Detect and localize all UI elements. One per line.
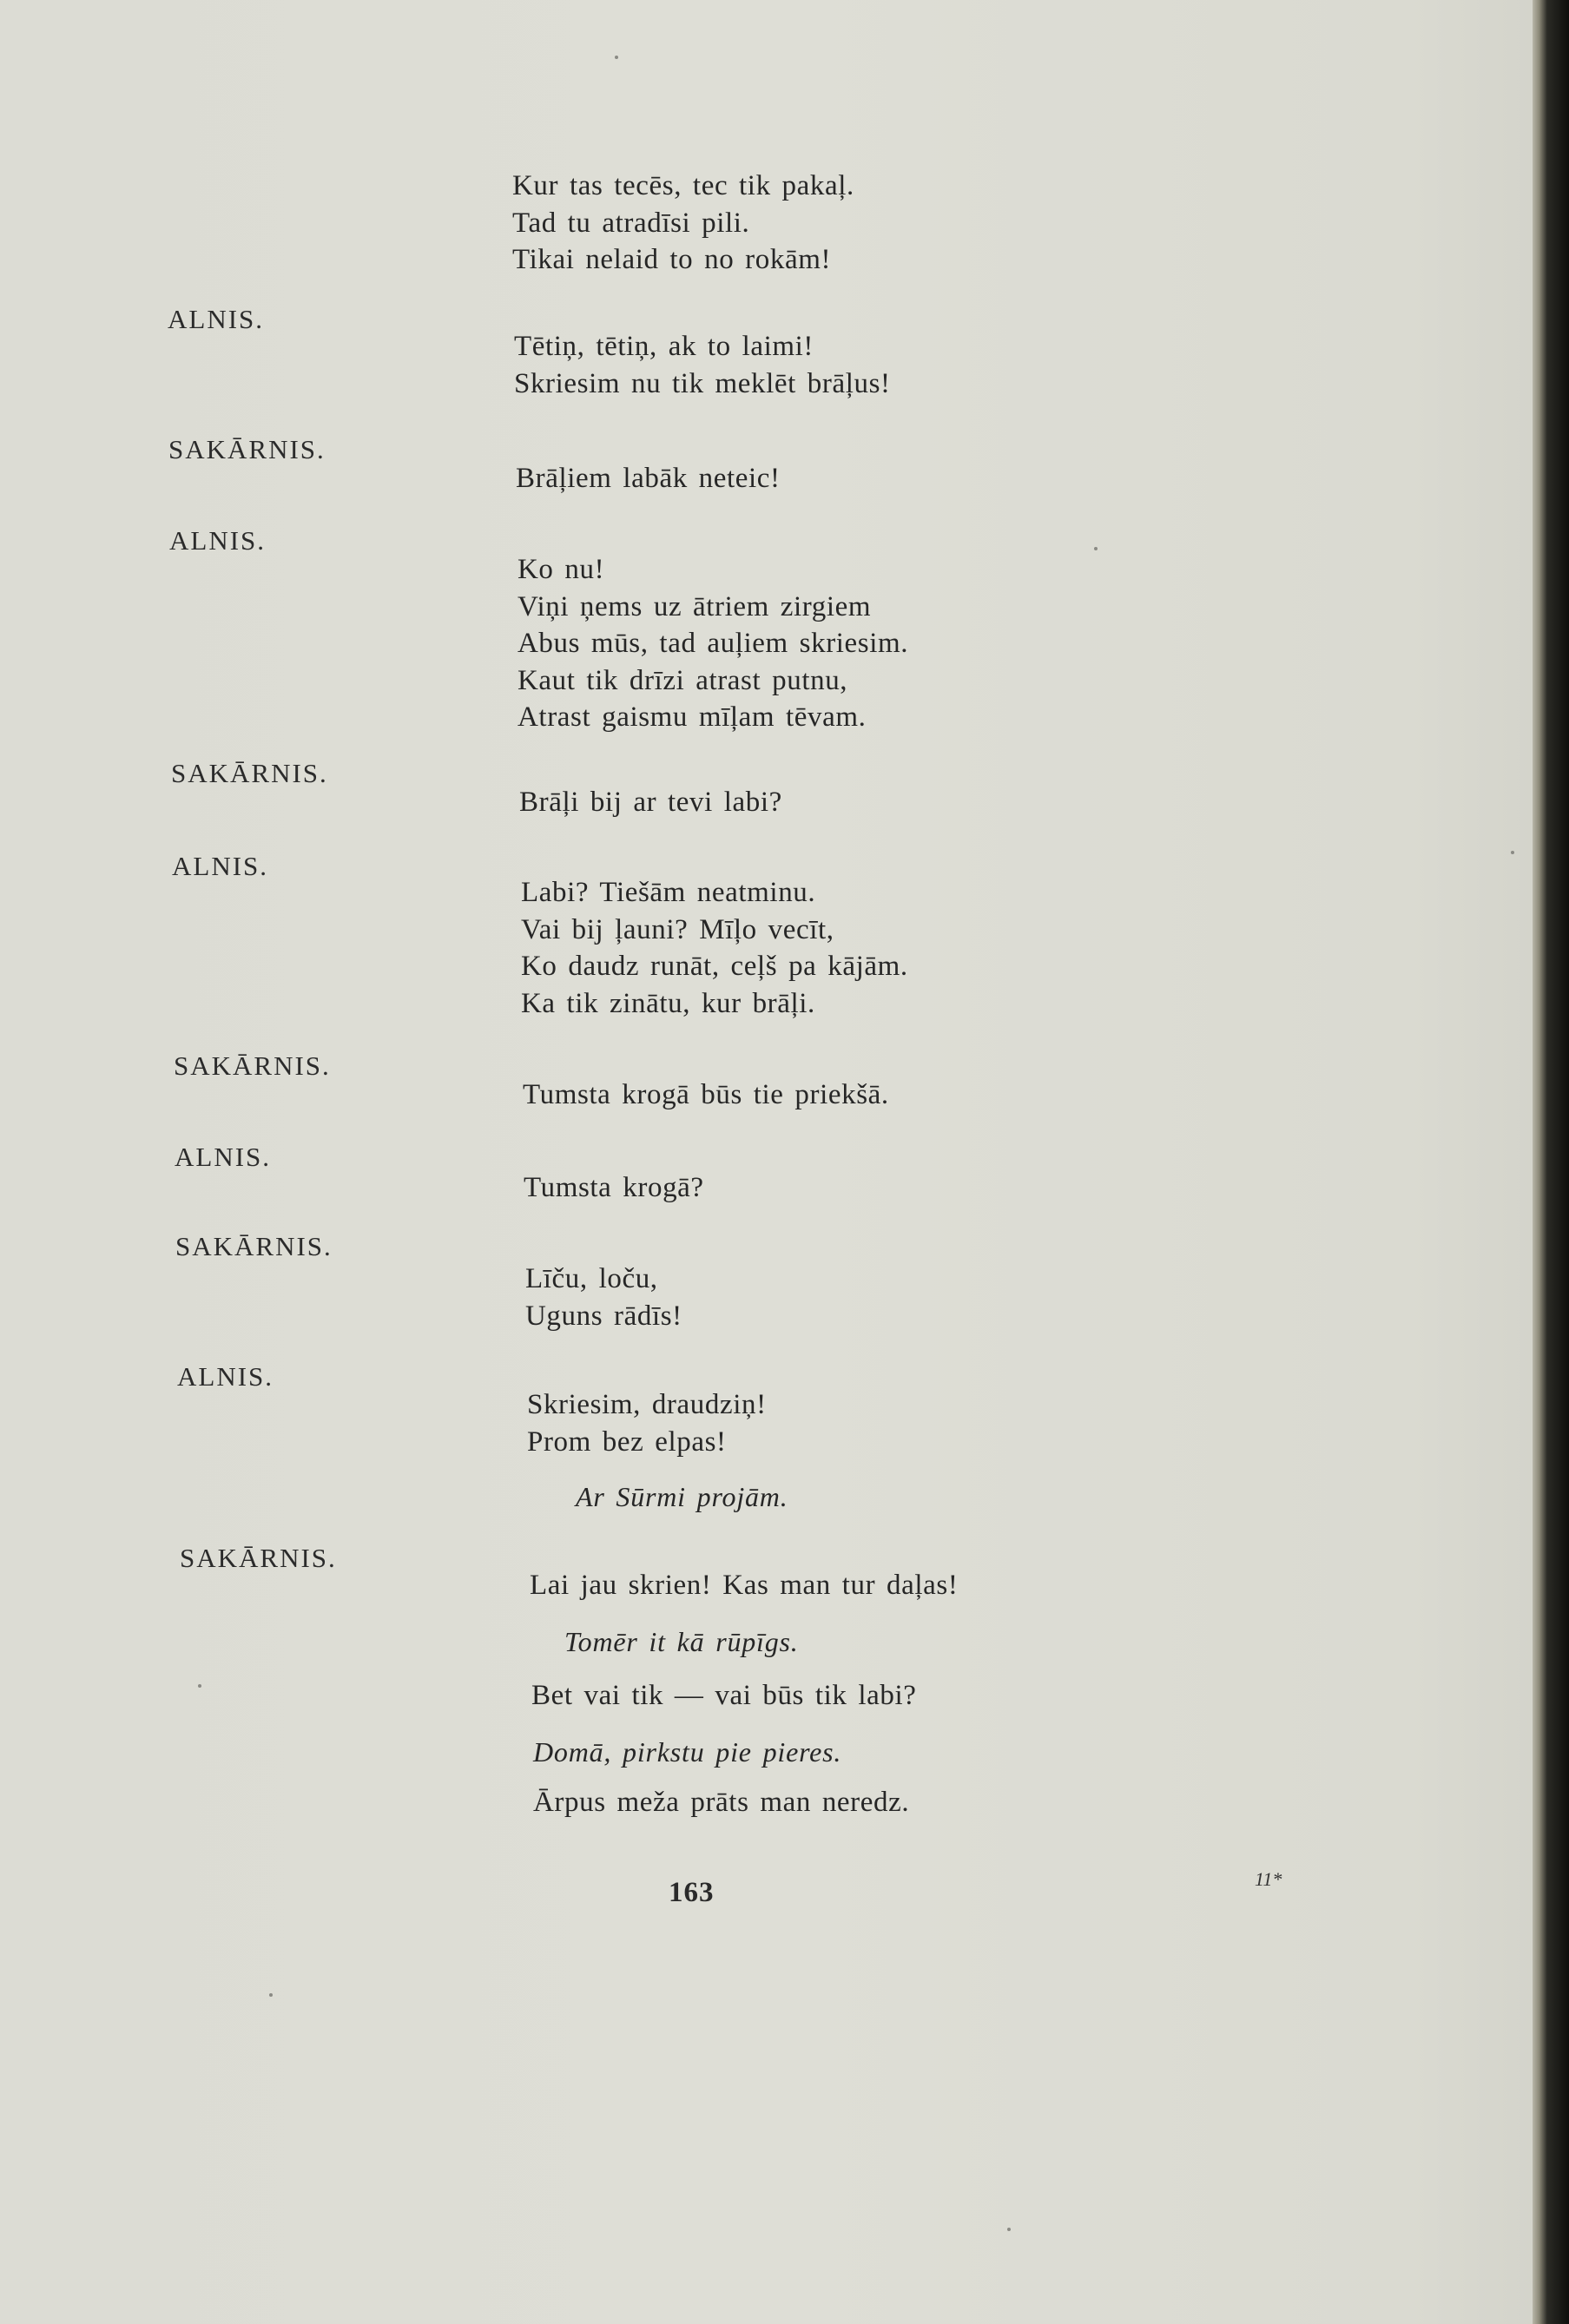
speech-5-lines [521,874,908,1022]
speaker-name: ALNIS. [175,1142,272,1172]
speaker-name: ALNIS. [168,304,265,334]
speaker-name: SAKĀRNIS. [174,1050,331,1081]
speech-4-lines [519,784,782,821]
verse-line: Kur tas tecēs, tec tik pakaļ. [512,170,854,201]
stage-direction: Tomēr it kā rūpīgs. [564,1626,799,1657]
verse-line: Lai jau skrien! Kas man tur daļas! [530,1570,959,1601]
paper-speck [269,1993,273,1997]
paper-speck [198,1684,201,1688]
verse-line: Brāļiem labāk neteic! [516,463,781,494]
verse-line: Kaut tik drīzi atrast putnu, [518,664,848,696]
verse-line: Tikai nelaid to no rokām! [512,244,832,275]
verse-line: Viņi ņems uz ātriem zirgiem [518,590,872,622]
verse-line: Ko daudz runāt, ceļš pa kājām. [521,951,908,982]
verse-line: Ārpus meža prāts man neredz. [533,1787,910,1818]
speaker-name: ALNIS. [172,851,269,881]
speech-10-lines [530,1567,958,1604]
speech-2-lines [516,460,781,497]
speech-1-lines [514,328,891,402]
verse-line: Ka tik zinātu, kur brāļi. [521,987,815,1019]
verse-line: Prom bez elpas! [527,1425,727,1458]
speaker-name: SAKĀRNIS. [171,758,328,788]
speech-0-lines [512,168,854,279]
verse-line: Uguns rādīs! [525,1300,682,1332]
paper-speck [1094,547,1098,550]
speech-3-lines [518,551,908,736]
speaker-name: SAKĀRNIS. [175,1231,333,1261]
verse-line: Tētiņ, tētiņ, ak to laimi! [514,331,814,362]
verse-line: Labi? Tiešām neatminu. [521,877,816,908]
verse-line: Ko nu! [518,554,605,585]
speaker-name: ALNIS. [177,1361,274,1392]
verse-line: Līču, loču, [525,1263,658,1294]
page-number: 163 [669,1877,715,1908]
speaker-name: ALNIS. [169,525,267,556]
verse-line: Tumsta krogā? [524,1172,704,1203]
stage-direction: Ar Sūrmi projām. [576,1481,788,1512]
speech-9-lines [527,1386,767,1460]
verse-line: Vai bij ļauni? Mīļo vecīt, [521,913,834,945]
stage-direction: Domā, pirkstu pie pieres. [533,1736,842,1768]
verse-line: Skriesim nu tik meklēt brāļus! [514,367,891,399]
paper-speck [1511,851,1514,854]
speech-6-lines [523,1076,889,1114]
verse-line: Abus mūs, tad auļiem skriesim. [518,628,909,659]
speech-7-lines [524,1169,704,1207]
paper-speck [615,56,618,59]
page-edge-shadow [1533,0,1569,2324]
verse-line: Bet vai tik — vai būs tik labi? [531,1680,917,1711]
verse-line: Skriesim, draudziņ! [527,1389,767,1420]
speech-8-lines [525,1261,682,1334]
paper-speck [1007,2228,1011,2231]
verse-line: Tad tu atradīsi pili. [512,207,750,239]
speaker-name: SAKĀRNIS. [168,434,326,464]
speaker-name: SAKĀRNIS. [180,1543,337,1573]
verse-line: Tumsta krogā būs tie priekšā. [523,1079,889,1110]
verse-line: Brāļi bij ar tevi labi? [519,787,782,818]
printer-signature-mark: 11* [1255,1868,1282,1890]
verse-line: Atrast gaismu mīļam tēvam. [518,701,867,733]
